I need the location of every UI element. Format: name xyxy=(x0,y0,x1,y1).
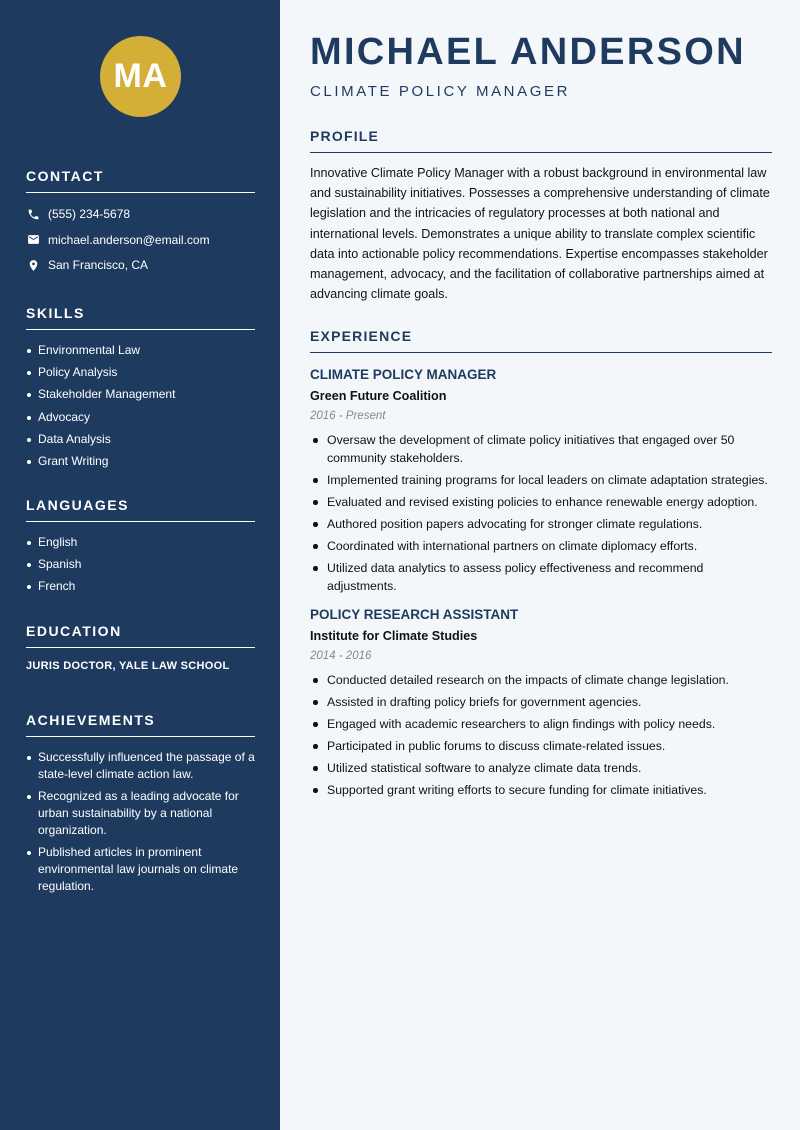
job-dates: 2014 - 2016 xyxy=(310,650,372,662)
contact-heading: CONTACT xyxy=(26,168,255,193)
email-text: michael.anderson@email.com xyxy=(48,232,210,247)
achievement-item: Published articles in prominent environmental law journals on climate regulation. xyxy=(26,844,255,895)
job-title: POLICY RESEARCH ASSISTANT xyxy=(310,607,519,622)
avatar: MA xyxy=(100,36,181,117)
achievement-item: Successfully influenced the passage of a state-level climate action law. xyxy=(26,749,255,783)
languages-list xyxy=(26,534,255,595)
location-pin-icon xyxy=(26,258,40,272)
achievement-item: Recognized as a leading advocate for urban sustainability by a national organization. xyxy=(26,788,255,839)
profile-section xyxy=(310,128,772,304)
phone-icon xyxy=(26,207,40,221)
job-bullet: Utilized data analytics to assess policy effectiveness and recommend adjustments. xyxy=(310,559,772,595)
skills-heading: SKILLS xyxy=(26,305,255,330)
person-title: CLIMATE POLICY MANAGER xyxy=(310,83,571,100)
mail-icon xyxy=(26,233,40,247)
language-item: English xyxy=(26,534,255,551)
achievements-heading: ACHIEVEMENTS xyxy=(26,712,255,737)
job-bullet: Participated in public forums to discuss climate-related issues. xyxy=(310,737,772,755)
education-item: JURIS DOCTOR, YALE LAW SCHOOL xyxy=(26,660,230,672)
phone-text: (555) 234-5678 xyxy=(48,207,131,221)
skills-list xyxy=(26,342,255,470)
job-bullet: Oversaw the development of climate policy initiatives that engaged over 50 community stakeholders. xyxy=(310,431,772,467)
skills-section xyxy=(26,305,255,475)
skill-item: Environmental Law xyxy=(26,342,255,359)
profile-heading: PROFILE xyxy=(310,128,772,153)
sidebar xyxy=(0,0,280,1130)
skill-item: Grant Writing xyxy=(26,453,255,470)
company-name: Institute for Climate Studies xyxy=(310,629,478,643)
job-bullet: Supported grant writing efforts to secure funding for climate initiatives. xyxy=(310,781,772,799)
profile-text: Innovative Climate Policy Manager with a robust background in environmental law and sustainability initiatives. Possesses a comprehensive understanding of climate legislation and the intricacies of regulatory processes at both national and international levels. Demonstrates a unique ability to translate complex scientific data into actionable policy recommendations. Expertise encompasses stakeholder management, advocacy, and the facilitation of collaborative partnerships aimed at advancing climate goals. xyxy=(310,166,770,302)
contact-phone[interactable] xyxy=(26,205,255,223)
job-dates: 2016 - Present xyxy=(310,410,386,422)
job-bullet: Assisted in drafting policy briefs for government agencies. xyxy=(310,693,772,711)
skill-item: Policy Analysis xyxy=(26,364,255,381)
education-heading: EDUCATION xyxy=(26,623,255,648)
job-bullet: Coordinated with international partners on climate diplomacy efforts. xyxy=(310,537,772,555)
contact-section xyxy=(26,168,255,282)
skill-item: Advocacy xyxy=(26,409,255,426)
job-bullets xyxy=(310,671,772,799)
languages-section xyxy=(26,497,255,601)
job-title: CLIMATE POLICY MANAGER xyxy=(310,367,497,382)
job-bullet: Conducted detailed research on the impacts of climate change legislation. xyxy=(310,671,772,689)
job-bullet: Evaluated and revised existing policies to enhance renewable energy adoption. xyxy=(310,493,772,511)
experience-section xyxy=(310,328,772,803)
job-bullet: Utilized statistical software to analyze climate data trends. xyxy=(310,759,772,777)
languages-heading: LANGUAGES xyxy=(26,497,255,522)
achievements-section xyxy=(26,712,255,900)
contact-email[interactable] xyxy=(26,231,255,249)
job-entry xyxy=(310,367,772,595)
skill-item: Data Analysis xyxy=(26,431,255,448)
education-section xyxy=(26,623,255,672)
company-name: Green Future Coalition xyxy=(310,389,447,403)
job-bullet: Authored position papers advocating for stronger climate regulations. xyxy=(310,515,772,533)
language-item: French xyxy=(26,578,255,595)
job-bullet: Implemented training programs for local leaders on climate adaptation strategies. xyxy=(310,471,772,489)
job-bullet: Engaged with academic researchers to align findings with policy needs. xyxy=(310,715,772,733)
contact-location xyxy=(26,256,255,274)
job-bullets xyxy=(310,431,772,595)
person-name: MICHAEL ANDERSON xyxy=(310,31,746,73)
experience-heading: EXPERIENCE xyxy=(310,328,772,353)
location-text: San Francisco, CA xyxy=(48,258,149,272)
language-item: Spanish xyxy=(26,556,255,573)
skill-item: Stakeholder Management xyxy=(26,386,255,403)
job-entry xyxy=(310,607,772,799)
achievements-list xyxy=(26,749,255,895)
